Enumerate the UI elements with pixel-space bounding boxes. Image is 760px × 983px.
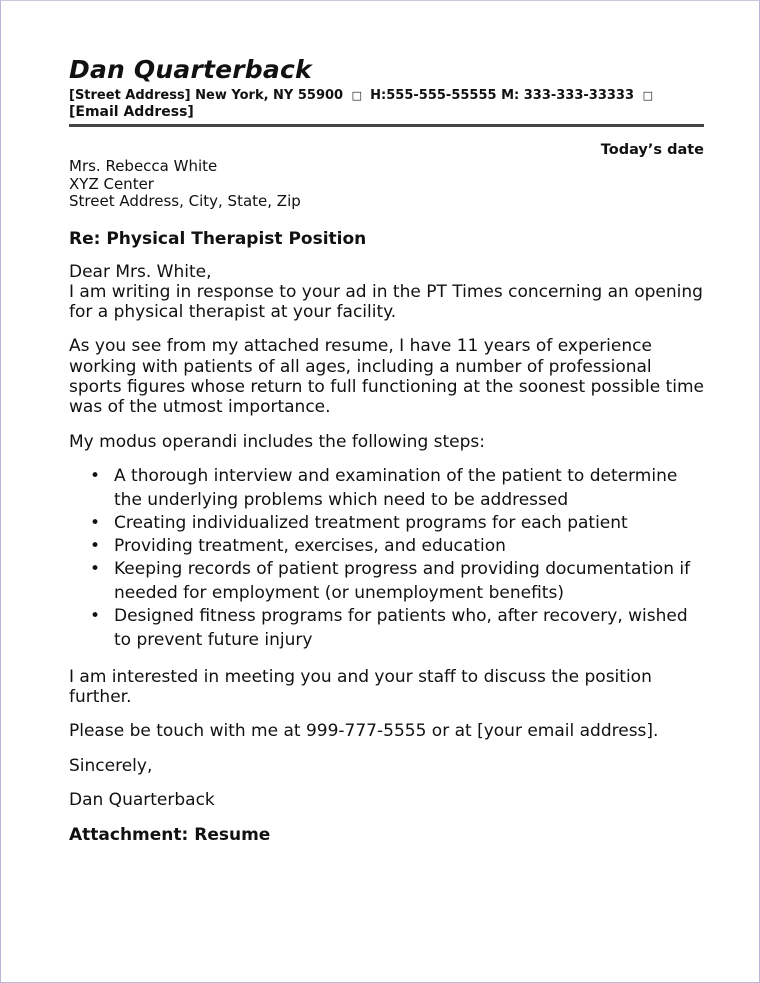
sender-email: [Email Address] [69,104,194,120]
recipient-company: XYZ Center [69,174,154,193]
list-item [69,511,704,535]
list-item [69,604,704,652]
paragraph-steps-intro: My modus operandi includes the following steps: [69,431,486,452]
salutation: Dear Mrs. White, [69,261,212,282]
bullet-icon: • [90,465,101,486]
sender-contact [69,87,704,123]
signature: Dan Quarterback [69,790,215,811]
steps-list [69,464,704,652]
paragraph-experience: As you see from my attached resume, I have 11 years of experience working with patients of all ages, including a number of professional sports figures whose return to full functioning at the soonest possible time was of the utmost importance. [69,336,704,418]
list-item-text: Keeping records of patient progress and providing documentation if needed for employment (or unemployment benefits) [114,558,691,603]
bullet-icon: • [90,558,101,579]
list-item-text: Providing treatment, exercises, and education [114,535,506,556]
bullet-icon: • [90,535,101,556]
bullet-icon: • [90,605,101,626]
list-item [69,464,704,512]
list-item-text: A thorough interview and examination of the patient to determine the underlying problems which need to be addressed [114,465,678,510]
bullet-icon: • [90,512,101,533]
separator-icon: □ [351,89,363,102]
subject-line: Re: Physical Therapist Position [69,228,367,249]
attachment-line: Attachment: Resume [69,825,271,846]
header-divider [69,124,704,127]
paragraph-contact: Please be touch with me at 999-777-5555 or at [your email address]. [69,721,659,742]
recipient-block [69,158,704,211]
paragraph-intro: I am writing in response to your ad in the PT Times concerning an opening for a physical therapist at your facility. [69,281,703,323]
list-item [69,557,704,605]
sender-address: [Street Address] New York, NY 55900 [69,88,344,103]
sender-phones: H:555-555-55555 M: 333-333-33333 [370,88,635,103]
separator-icon: □ [642,89,653,102]
letter-content [69,53,704,846]
recipient-address: Street Address, City, State, Zip [69,192,301,210]
recipient-name: Mrs. Rebecca White [69,157,218,175]
list-item [69,534,704,558]
list-item-text: Creating individualized treatment programs for each patient [114,512,628,533]
letter-date: Today’s date [600,142,704,158]
sender-name: Dan Quarterback [69,55,312,84]
list-item-text: Designed fitness programs for patients who, after recovery, wished to prevent future injury [114,605,688,650]
closing: Sincerely, [69,755,153,776]
paragraph-interest: I am interested in meeting you and your staff to discuss the position further. [69,666,652,708]
